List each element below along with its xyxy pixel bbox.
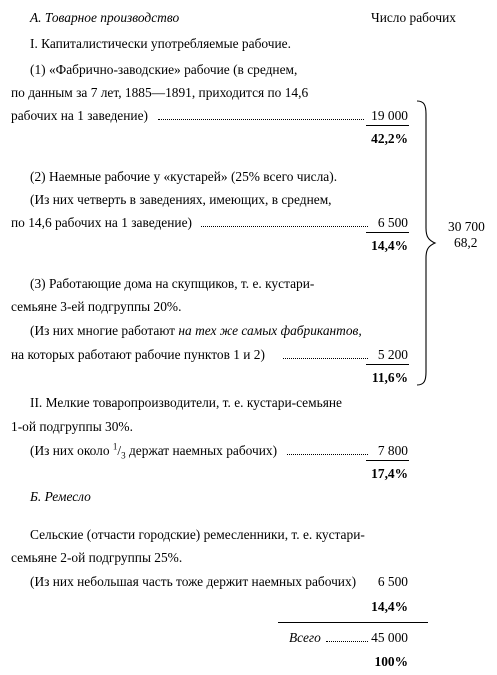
item-3-rule: [366, 364, 409, 365]
total-value: 45 000: [371, 630, 408, 645]
item-2-line-3: по 14,6 рабочих на 1 заведение): [11, 215, 192, 230]
item-3-leader: [283, 358, 368, 359]
item-2-line-1: (2) Наемные рабочие у «кустарей» (25% всего числа).: [30, 169, 338, 184]
item-1-value: 19 000: [371, 108, 408, 123]
column-title: Число рабочих: [371, 10, 456, 25]
group-2-note-suffix: держат наемных рабочих): [125, 443, 278, 458]
section-b-line-2: семьяне 2-ой подгруппы 25%.: [11, 550, 183, 565]
item-1-rule: [366, 125, 409, 126]
item-3-line-3: [30, 322, 362, 339]
group-2-note: (Из них около $^1/_3$ держат наемных рабочих): [30, 441, 278, 461]
item-1-line-2: по данным за 7 лет, 1885—1891, приходится по 14,6: [11, 85, 309, 100]
item-2-rule: [366, 232, 409, 233]
section-a-title: А. Товарное производство: [30, 10, 180, 25]
group-2-heading-line-1: II. Мелкие товаропроизводители, т. е. кустари-семьяне: [30, 395, 342, 410]
group-brace: [414, 100, 438, 386]
item-3-line-4: на которых работают рабочие пунктов 1 и 2): [11, 347, 265, 362]
brace-percent: 68,2: [454, 235, 478, 250]
section-b-line-1: Сельские (отчасти городские) ремесленники, т. е. кустари-: [30, 527, 365, 542]
total-rule: [278, 622, 428, 623]
group-2-rule: [366, 460, 409, 461]
fraction-numerator: 1: [112, 441, 118, 452]
section-b-line-3: (Из них небольшая часть тоже держит наемных рабочих): [30, 574, 357, 589]
item-2-line-2: (Из них четверть в заведениях, имеющих, в среднем,: [30, 192, 332, 207]
total-percent: 100%: [374, 654, 408, 669]
item-1-line-3: рабочих на 1 заведение): [11, 108, 148, 123]
group-2-heading-line-2: 1-ой подгруппы 30%.: [11, 419, 133, 434]
item-2-leader: [201, 226, 368, 227]
total-leader: [326, 641, 368, 642]
item-3-line-3-emphasis: на тех же самых фабрикантов,: [178, 323, 362, 338]
item-1-percent: 42,2%: [371, 131, 408, 146]
item-1-leader: [158, 119, 364, 120]
item-3-line-3-prefix: (Из них многие работают: [30, 323, 179, 338]
item-3-percent: 11,6%: [371, 370, 408, 385]
brace-total: 30 700: [448, 219, 485, 234]
group-2-percent: 17,4%: [371, 466, 408, 481]
item-2-value: 6 500: [377, 215, 408, 230]
item-2-percent: 14,4%: [371, 238, 408, 253]
item-1-line-1: (1) «Фабрично-заводские» рабочие (в среднем,: [30, 62, 298, 77]
fraction-denominator: 3: [121, 450, 126, 461]
total-label: Всего: [289, 630, 321, 645]
section-b-value: 6 500: [377, 574, 408, 589]
group-1-heading: I. Капиталистически употребляемые рабочие.: [30, 36, 291, 51]
section-b-percent: 14,4%: [371, 599, 408, 614]
group-2-value: 7 800: [377, 443, 408, 458]
item-3-value: 5 200: [377, 347, 408, 362]
section-b-title: Б. Ремесло: [30, 489, 91, 504]
group-2-leader: [287, 454, 368, 455]
item-3-line-2: семьяне 3-ей подгруппы 20%.: [11, 299, 182, 314]
item-3-line-1: (3) Работающие дома на скупщиков, т. е. кустари-: [30, 276, 315, 291]
group-2-note-prefix: (Из них около: [30, 443, 113, 458]
